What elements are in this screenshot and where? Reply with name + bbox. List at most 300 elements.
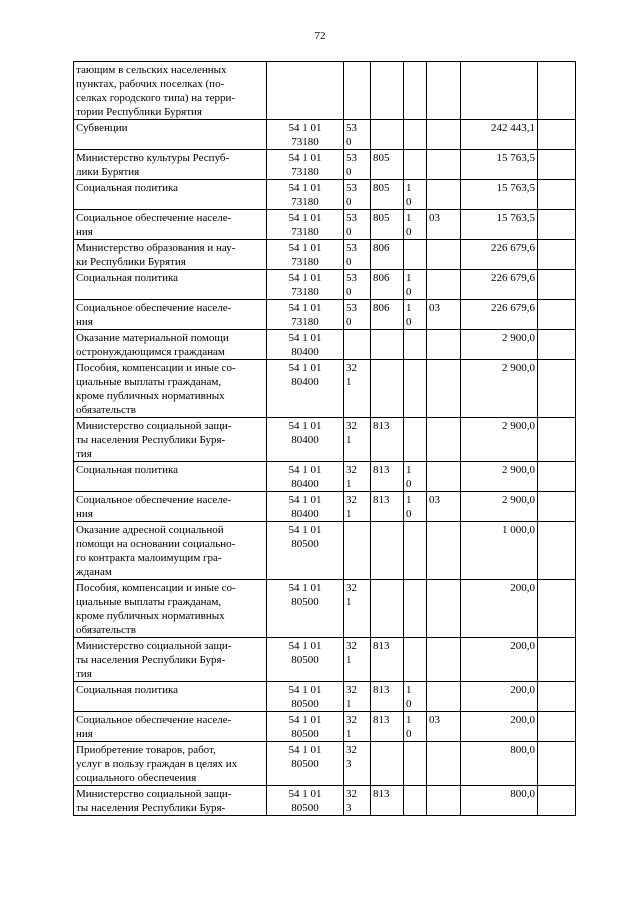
target-article-line: 80500: [291, 698, 319, 710]
target-article-line: 54 1 01: [288, 420, 322, 432]
amount-value: 2 900,0: [502, 332, 535, 344]
item-name-line: ты населения Республики Буря-: [76, 654, 226, 666]
section-line: 1: [406, 182, 412, 194]
extra-empty-cell: [538, 418, 576, 462]
item-name-line: ты населения Республики Буря-: [76, 434, 226, 446]
amount-value: 226 679,6: [491, 242, 535, 254]
table-row: [74, 462, 576, 492]
item-name-cell: [74, 786, 267, 816]
section-cell: [404, 742, 427, 786]
section-cell: [404, 330, 427, 360]
target-article-line: 54 1 01: [288, 524, 322, 536]
amount-cell: [461, 522, 538, 580]
target-article-cell: [267, 522, 344, 580]
target-article-line: 54 1 01: [288, 302, 322, 314]
item-name-line: Социальное обеспечение населе-: [76, 494, 232, 506]
table-row: [74, 210, 576, 240]
admin-code: 805: [373, 182, 390, 194]
extra-empty-cell: [538, 270, 576, 300]
table-row: [74, 418, 576, 462]
section-line: 1: [406, 302, 412, 314]
expense-type-line: 32: [346, 744, 357, 756]
target-article-cell: [267, 682, 344, 712]
expense-type-cell: [344, 270, 371, 300]
section-cell: [404, 492, 427, 522]
amount-cell: [461, 638, 538, 682]
table-row: [74, 786, 576, 816]
subsection-cell: [427, 742, 461, 786]
amount-cell: [461, 180, 538, 210]
item-name-line: циальные выплаты гражданам,: [76, 596, 222, 608]
section-line: 1: [406, 684, 412, 696]
admin-code-cell: [371, 418, 404, 462]
subsection-cell: [427, 712, 461, 742]
item-name-line: Оказание материальной помощи: [76, 332, 229, 344]
expense-type-cell: [344, 492, 371, 522]
target-article-line: 54 1 01: [288, 182, 322, 194]
expense-type-line: 1: [346, 508, 352, 520]
admin-code-cell: [371, 270, 404, 300]
amount-value: 1 000,0: [502, 524, 535, 536]
table-row: [74, 522, 576, 580]
amount-value: 226 679,6: [491, 302, 535, 314]
target-article-line: 54 1 01: [288, 332, 322, 344]
section-cell: [404, 120, 427, 150]
target-article-line: 80400: [291, 376, 319, 388]
section-line: 1: [406, 464, 412, 476]
item-name-line: Социальное обеспечение населе-: [76, 212, 232, 224]
target-article-line: 54 1 01: [288, 744, 322, 756]
expense-type-line: 0: [346, 166, 352, 178]
target-article-line: 54 1 01: [288, 464, 322, 476]
section-cell: [404, 270, 427, 300]
target-article-line: 73180: [291, 256, 319, 268]
target-article-cell: [267, 180, 344, 210]
item-name-line: Социальная политика: [76, 684, 179, 696]
target-article-line: 54 1 01: [288, 640, 322, 652]
admin-code: 813: [373, 684, 390, 696]
admin-code: 813: [373, 420, 390, 432]
admin-code-cell: [371, 180, 404, 210]
expense-type-line: 53: [346, 272, 357, 284]
table-row: [74, 360, 576, 418]
amount-value: 2 900,0: [502, 494, 535, 506]
target-article-cell: [267, 240, 344, 270]
expense-type-line: 32: [346, 640, 357, 652]
expense-type-cell: [344, 682, 371, 712]
subsection-cell: [427, 300, 461, 330]
expense-type-line: 32: [346, 788, 357, 800]
item-name-line: Министерство образования и нау-: [76, 242, 236, 254]
target-article-line: 80400: [291, 478, 319, 490]
item-name-line: Приобретение товаров, работ,: [76, 744, 216, 756]
admin-code-cell: [371, 210, 404, 240]
item-name-line: ки Республики Бурятия: [76, 256, 186, 268]
item-name-line: Министерство социальной защи-: [76, 788, 232, 800]
item-name-line: тия: [76, 448, 92, 460]
target-article-line: 73180: [291, 136, 319, 148]
expense-type-cell: [344, 180, 371, 210]
expense-type-cell: [344, 522, 371, 580]
extra-empty-cell: [538, 492, 576, 522]
expense-type-line: 0: [346, 316, 352, 328]
target-article-cell: [267, 418, 344, 462]
expense-type-line: 32: [346, 714, 357, 726]
subsection-cell: [427, 180, 461, 210]
item-name-cell: [74, 580, 267, 638]
section-cell: [404, 580, 427, 638]
expense-type-line: 0: [346, 136, 352, 148]
item-name-cell: [74, 240, 267, 270]
subsection-cell: [427, 492, 461, 522]
amount-value: 15 763,5: [496, 212, 535, 224]
target-article-line: 80400: [291, 346, 319, 358]
item-name-line: ния: [76, 508, 93, 520]
section-cell: [404, 300, 427, 330]
target-article-cell: [267, 330, 344, 360]
item-name-line: тающим в сельских населенных: [76, 64, 227, 76]
expense-type-line: 53: [346, 242, 357, 254]
subsection-cell: [427, 418, 461, 462]
target-article-cell: [267, 62, 344, 120]
target-article-cell: [267, 786, 344, 816]
target-article-line: 54 1 01: [288, 582, 322, 594]
expense-type-cell: [344, 742, 371, 786]
admin-code: 805: [373, 212, 390, 224]
section-cell: [404, 240, 427, 270]
item-name-cell: [74, 418, 267, 462]
admin-code-cell: [371, 360, 404, 418]
amount-value: 800,0: [510, 744, 535, 756]
item-name-cell: [74, 522, 267, 580]
section-line: 0: [406, 286, 412, 298]
item-name-line: тия: [76, 668, 92, 680]
admin-code: 813: [373, 714, 390, 726]
subsection-cell: [427, 580, 461, 638]
admin-code-cell: [371, 742, 404, 786]
admin-code-cell: [371, 300, 404, 330]
target-article-line: 73180: [291, 286, 319, 298]
section-line: 0: [406, 728, 412, 740]
amount-value: 2 900,0: [502, 420, 535, 432]
target-article-line: 80400: [291, 434, 319, 446]
admin-code-cell: [371, 150, 404, 180]
admin-code-cell: [371, 580, 404, 638]
expense-type-cell: [344, 786, 371, 816]
extra-empty-cell: [538, 742, 576, 786]
expense-type-line: 0: [346, 226, 352, 238]
admin-code: 805: [373, 152, 390, 164]
target-article-line: 54 1 01: [288, 122, 322, 134]
section-cell: [404, 418, 427, 462]
item-name-line: Социальная политика: [76, 182, 179, 194]
budget-table: [73, 61, 576, 816]
page-number: 72: [314, 30, 326, 42]
section-cell: [404, 682, 427, 712]
target-article-line: 80500: [291, 758, 319, 770]
item-name-line: Министерство культуры Респуб-: [76, 152, 230, 164]
table-row: [74, 180, 576, 210]
amount-value: 2 900,0: [502, 362, 535, 374]
amount-cell: [461, 712, 538, 742]
target-article-line: 54 1 01: [288, 788, 322, 800]
amount-cell: [461, 120, 538, 150]
section-line: 1: [406, 272, 412, 284]
table-row: [74, 638, 576, 682]
target-article-cell: [267, 742, 344, 786]
item-name-line: ния: [76, 226, 93, 238]
expense-type-cell: [344, 150, 371, 180]
item-name-cell: [74, 180, 267, 210]
target-article-cell: [267, 492, 344, 522]
amount-cell: [461, 240, 538, 270]
section-cell: [404, 522, 427, 580]
table-row: [74, 300, 576, 330]
admin-code-cell: [371, 330, 404, 360]
expense-type-cell: [344, 62, 371, 120]
expense-type-cell: [344, 120, 371, 150]
extra-empty-cell: [538, 712, 576, 742]
expense-type-line: 0: [346, 256, 352, 268]
item-name-line: го контракта малоимущим гра-: [76, 552, 222, 564]
admin-code-cell: [371, 682, 404, 712]
amount-cell: [461, 462, 538, 492]
expense-type-line: 32: [346, 420, 357, 432]
amount-cell: [461, 580, 538, 638]
target-article-line: 80500: [291, 596, 319, 608]
expense-type-line: 53: [346, 302, 357, 314]
target-article-line: 54 1 01: [288, 152, 322, 164]
expense-type-cell: [344, 240, 371, 270]
section-cell: [404, 150, 427, 180]
amount-cell: [461, 150, 538, 180]
expense-type-cell: [344, 418, 371, 462]
item-name-line: обязательств: [76, 624, 136, 636]
item-name-line: Оказание адресной социальной: [76, 524, 224, 536]
section-line: 0: [406, 478, 412, 490]
section-cell: [404, 786, 427, 816]
expense-type-line: 53: [346, 212, 357, 224]
extra-empty-cell: [538, 62, 576, 120]
amount-value: 226 679,6: [491, 272, 535, 284]
section-cell: [404, 462, 427, 492]
item-name-line: селках городского типа) на терри-: [76, 92, 236, 104]
subsection-code: 03: [429, 714, 440, 726]
subsection-cell: [427, 638, 461, 682]
expense-type-line: 1: [346, 728, 352, 740]
target-article-line: 54 1 01: [288, 494, 322, 506]
expense-type-line: 1: [346, 654, 352, 666]
table-row: [74, 330, 576, 360]
target-article-line: 80500: [291, 728, 319, 740]
target-article-cell: [267, 462, 344, 492]
item-name-line: ния: [76, 316, 93, 328]
table-row: [74, 240, 576, 270]
section-cell: [404, 210, 427, 240]
item-name-cell: [74, 462, 267, 492]
table-row: [74, 150, 576, 180]
amount-value: 15 763,5: [496, 152, 535, 164]
item-name-line: тории Республики Бурятия: [76, 106, 202, 118]
section-line: 0: [406, 698, 412, 710]
amount-cell: [461, 270, 538, 300]
item-name-line: Пособия, компенсации и иные со-: [76, 362, 236, 374]
target-article-cell: [267, 150, 344, 180]
amount-value: 15 763,5: [496, 182, 535, 194]
expense-type-cell: [344, 360, 371, 418]
item-name-line: кроме публичных нормативных: [76, 390, 225, 402]
extra-empty-cell: [538, 360, 576, 418]
target-article-cell: [267, 580, 344, 638]
admin-code-cell: [371, 712, 404, 742]
extra-empty-cell: [538, 300, 576, 330]
extra-empty-cell: [538, 330, 576, 360]
subsection-cell: [427, 240, 461, 270]
subsection-code: 03: [429, 212, 440, 224]
expense-type-line: 1: [346, 376, 352, 388]
item-name-line: услуг в пользу граждан в целях их: [76, 758, 238, 770]
target-article-line: 54 1 01: [288, 684, 322, 696]
subsection-cell: [427, 270, 461, 300]
subsection-cell: [427, 786, 461, 816]
admin-code: 813: [373, 464, 390, 476]
admin-code: 813: [373, 640, 390, 652]
item-name-line: жданам: [76, 566, 112, 578]
admin-code: 813: [373, 788, 390, 800]
target-article-line: 54 1 01: [288, 362, 322, 374]
item-name-line: Социальная политика: [76, 272, 179, 284]
section-cell: [404, 712, 427, 742]
item-name-cell: [74, 638, 267, 682]
subsection-cell: [427, 120, 461, 150]
admin-code-cell: [371, 62, 404, 120]
item-name-cell: [74, 150, 267, 180]
expense-type-line: 0: [346, 196, 352, 208]
expense-type-cell: [344, 638, 371, 682]
item-name-line: циальные выплаты гражданам,: [76, 376, 222, 388]
item-name-line: обязательств: [76, 404, 136, 416]
section-line: 1: [406, 714, 412, 726]
section-line: 0: [406, 316, 412, 328]
table-row: [74, 682, 576, 712]
expense-type-line: 53: [346, 182, 357, 194]
extra-empty-cell: [538, 120, 576, 150]
extra-empty-cell: [538, 240, 576, 270]
item-name-cell: [74, 330, 267, 360]
subsection-cell: [427, 522, 461, 580]
admin-code-cell: [371, 240, 404, 270]
amount-cell: [461, 210, 538, 240]
extra-empty-cell: [538, 180, 576, 210]
item-name-line: ния: [76, 728, 93, 740]
amount-cell: [461, 300, 538, 330]
subsection-cell: [427, 462, 461, 492]
target-article-line: 73180: [291, 166, 319, 178]
expense-type-line: 53: [346, 122, 357, 134]
expense-type-line: 32: [346, 684, 357, 696]
extra-empty-cell: [538, 522, 576, 580]
table-row: [74, 62, 576, 120]
expense-type-line: 32: [346, 494, 357, 506]
item-name-cell: [74, 270, 267, 300]
item-name-line: Социальное обеспечение населе-: [76, 714, 232, 726]
target-article-line: 80500: [291, 802, 319, 814]
target-article-cell: [267, 300, 344, 330]
subsection-cell: [427, 330, 461, 360]
section-line: 0: [406, 226, 412, 238]
amount-value: 200,0: [510, 640, 535, 652]
extra-empty-cell: [538, 150, 576, 180]
item-name-cell: [74, 300, 267, 330]
expense-type-line: 53: [346, 152, 357, 164]
subsection-cell: [427, 360, 461, 418]
item-name-cell: [74, 360, 267, 418]
expense-type-line: 3: [346, 802, 352, 814]
extra-empty-cell: [538, 786, 576, 816]
subsection-code: 03: [429, 494, 440, 506]
expense-type-line: 1: [346, 478, 352, 490]
section-cell: [404, 360, 427, 418]
extra-empty-cell: [538, 682, 576, 712]
item-name-line: Социальная политика: [76, 464, 179, 476]
target-article-line: 54 1 01: [288, 714, 322, 726]
expense-type-cell: [344, 330, 371, 360]
table-row: [74, 120, 576, 150]
target-article-cell: [267, 120, 344, 150]
amount-cell: [461, 682, 538, 712]
item-name-cell: [74, 492, 267, 522]
item-name-cell: [74, 210, 267, 240]
table-row: [74, 580, 576, 638]
admin-code: 806: [373, 302, 390, 314]
admin-code-cell: [371, 522, 404, 580]
item-name-line: Министерство социальной защи-: [76, 640, 232, 652]
item-name-cell: [74, 120, 267, 150]
target-article-line: 73180: [291, 196, 319, 208]
item-name-line: Субвенции: [76, 122, 128, 134]
amount-cell: [461, 360, 538, 418]
section-line: 1: [406, 212, 412, 224]
subsection-cell: [427, 210, 461, 240]
amount-cell: [461, 330, 538, 360]
expense-type-line: 0: [346, 286, 352, 298]
admin-code-cell: [371, 786, 404, 816]
expense-type-line: 32: [346, 464, 357, 476]
admin-code-cell: [371, 638, 404, 682]
target-article-cell: [267, 360, 344, 418]
section-cell: [404, 62, 427, 120]
target-article-line: 73180: [291, 316, 319, 328]
expense-type-cell: [344, 210, 371, 240]
target-article-line: 54 1 01: [288, 272, 322, 284]
amount-cell: [461, 786, 538, 816]
admin-code: 806: [373, 242, 390, 254]
target-article-line: 80500: [291, 538, 319, 550]
amount-cell: [461, 492, 538, 522]
target-article-cell: [267, 210, 344, 240]
expense-type-line: 1: [346, 698, 352, 710]
section-cell: [404, 638, 427, 682]
item-name-line: помощи на основании социально-: [76, 538, 236, 550]
item-name-cell: [74, 682, 267, 712]
target-article-cell: [267, 712, 344, 742]
amount-value: 2 900,0: [502, 464, 535, 476]
section-cell: [404, 180, 427, 210]
target-article-line: 54 1 01: [288, 242, 322, 254]
item-name-line: Министерство социальной защи-: [76, 420, 232, 432]
item-name-line: кроме публичных нормативных: [76, 610, 225, 622]
item-name-line: Социальное обеспечение населе-: [76, 302, 232, 314]
